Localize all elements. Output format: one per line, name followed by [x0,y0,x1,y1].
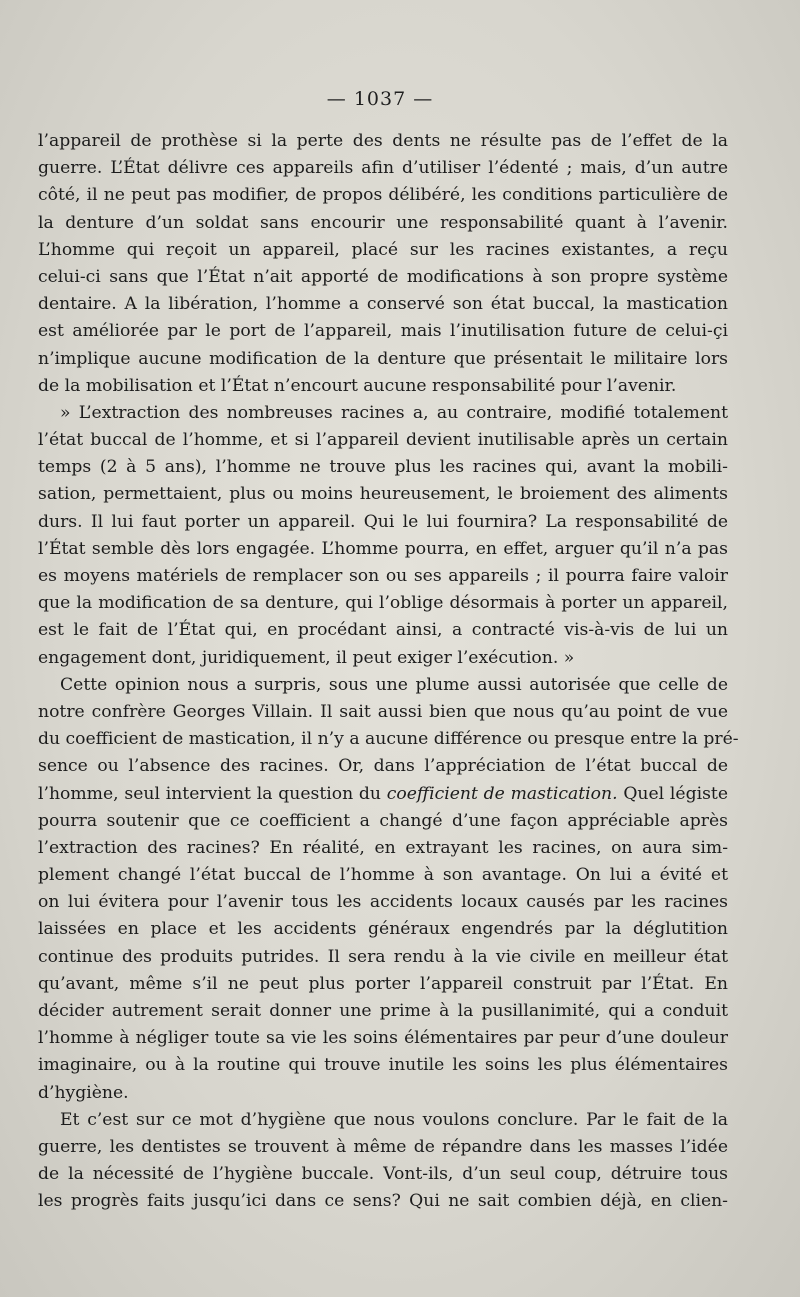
text-line: plement changé l’état buccal de l’homme à son avantage. On lui a évité et [38,865,728,886]
text-line: sence ou l’absence des racines. Or, dans l’appréciation de l’état buccal de [38,756,728,777]
text-line: continue des produits putrides. Il sera rendu à la vie civile en meilleur état [38,946,728,967]
text-line: sation, permettaient, plus ou moins heureusement, le broiement des aliments [38,484,728,505]
text-line: notre confrère Georges Villain. Il sait aussi bien que nous qu’au point de vue [38,701,728,722]
text-line: les progrès faits jusqu’ici dans ce sens? Qui ne sait combien déjà, en clien- [38,1191,728,1212]
text-line: n’implique aucune modification de la denture que présentait le militaire lors [38,348,728,369]
text-line: est améliorée par le port de l’appareil, mais l’inutilisation future de celui-çi [38,321,728,342]
text-line: guerre, les dentistes se trouvent à même de répandre dans les masses l’idée [38,1136,728,1157]
text-line: dentaire. A la libération, l’homme a conservé son état buccal, la mastication [38,294,728,315]
text-line: d’hygiène. [38,1082,129,1103]
text-line: engagement dont, juridiquement, il peut exiger l’exécution. » [38,647,575,668]
text-line: l’homme à négliger toute sa vie les soins élémentaires par peur d’une douleur [38,1028,728,1049]
text-line: décider autrement serait donner une prime à la pusillanimité, qui a conduit [38,1001,728,1021]
text-line: es moyens matériels de remplacer son ou ses appareils ; il pourra faire valoir [38,566,728,586]
text-line: durs. Il lui faut porter un appareil. Qui le lui fournira? La responsabilité de [38,511,728,532]
text-line: pourra soutenir que ce coefficient a changé d’une façon appréciable après [38,810,728,831]
text-line: l’extraction des racines? En réalité, en extrayant les racines, on aura sim- [38,837,728,858]
text-line: est le fait de l’État qui, en procédant ainsi, a contracté vis-à-vis de lui un [38,620,728,641]
text-line: que la modification de sa denture, qui l’oblige désormais à porter un appareil, [38,593,728,614]
text-line: Et c’est sur ce mot d’hygiène que nous voulons conclure. Par le fait de la [60,1109,728,1130]
text-line: de la mobilisation et l’État n’encourt aucune responsabilité pour l’avenir. [38,375,677,396]
text-line: temps (2 à 5 ans), l’homme ne trouve plus les racines qui, avant la mobili- [38,457,728,478]
text-line: celui-ci sans que l’État n’ait apporté de modifications à son propre système [38,266,728,287]
text-segment: Quel légiste [617,783,729,804]
text-line: la denture d’un soldat sans encourir une responsabilité quant à l’avenir. [38,212,728,233]
text-line: Cette opinion nous a surpris, sous une plume aussi autorisée que celle de [60,674,728,695]
text-line: l’appareil de prothèse si la perte des dents ne résulte pas de l’effet de la [38,131,728,151]
text-line: côté, il ne peut pas modifier, de propos délibéré, les conditions particulière de [38,185,728,206]
page-number: — 1037 — [326,88,434,110]
text-line: qu’avant, même s’il ne peut plus porter l’appareil construit par l’État. En [38,973,728,994]
text-line: de la nécessité de l’hygiène buccale. Vont-ils, d’un seul coup, détruire tous [38,1164,728,1185]
text-line: imaginaire, ou à la routine qui trouve inutile les soins les plus élémentaires [38,1055,728,1076]
body-text [38,128,739,1216]
italic-term: coefficient de mastication. [386,783,618,804]
text-line: l’État semble dès lors engagée. L’homme pourra, en effet, arguer qu’il n’a pas [38,538,728,559]
text-line: guerre. L’État délivre ces appareils afin d’utiliser l’édenté ; mais, d’un autre [38,158,728,179]
text-segment: l’homme, seul intervient la question du [38,783,387,804]
text-line [38,781,728,808]
text-line: L’homme qui reçoit un appareil, placé sur les racines existantes, a reçu [38,239,728,260]
text-line: du coefficient de mastication, il n’y a aucune différence ou presque entre la pré- [38,729,739,750]
text-line: on lui évitera pour l’avenir tous les accidents locaux causés par les racines [38,892,728,913]
text-line: laissées en place et les accidents généraux engendrés par la déglutition [38,919,728,940]
text-line: » L’extraction des nombreuses racines a, au contraire, modifié totalement [60,402,728,423]
text-line: l’état buccal de l’homme, et si l’appareil devient inutilisable après un certain [38,430,728,451]
